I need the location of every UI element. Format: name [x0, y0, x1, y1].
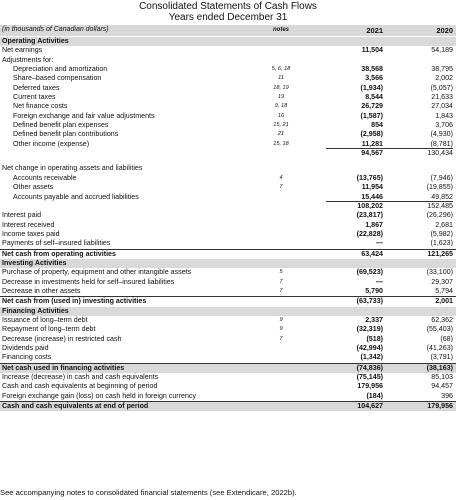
row-label: Decrease in other assets: [2, 286, 81, 295]
table-row: [0, 130, 456, 139]
units-label: (in thousands of Canadian dollars): [2, 26, 109, 33]
row-label: Net cash from operating activities: [2, 249, 116, 258]
table-row: [0, 112, 456, 121]
section-header-row: [0, 259, 456, 268]
row-label: Purchase of property, equipment and other intangible assets: [2, 268, 192, 277]
table-row: [0, 46, 456, 55]
value-2021: (2,958): [360, 130, 383, 139]
row-label: Net earnings: [2, 46, 43, 55]
table-row: [0, 84, 456, 93]
year-2021-header: 2021: [366, 26, 383, 35]
row-label: Payments of self–insured liabilities: [2, 239, 111, 248]
table-row: [0, 74, 456, 83]
value-2020: (19,855): [426, 183, 453, 192]
row-note: 7: [279, 184, 283, 191]
row-label: Interest received: [2, 220, 55, 229]
row-label: Decrease in investments held for self–insured liabilities: [2, 277, 175, 286]
row-note: 7: [279, 287, 283, 294]
row-label: Net cash from (used in) investing activities: [2, 297, 147, 306]
section-header-row: [0, 37, 456, 46]
section-header-row: [0, 307, 456, 316]
value-2020: 29,307: [431, 277, 453, 286]
value-2021: (23,817): [356, 211, 383, 220]
value-2021: 3,566: [365, 74, 383, 83]
value-2020: (4,930): [430, 130, 453, 139]
value-2021: 2,337: [365, 315, 383, 324]
value-2021: (518): [366, 334, 383, 343]
value-2021: (1,342): [360, 353, 383, 362]
table-row: [0, 121, 456, 130]
statement-title: [0, 0, 456, 23]
value-2021: 26,729: [361, 102, 383, 111]
value-2020: (1,623): [430, 239, 453, 248]
row-label: Net cash used in financing activities: [2, 363, 125, 372]
table-row: [0, 325, 456, 334]
table-row: [0, 392, 456, 401]
value-2020: (55,403): [426, 325, 453, 334]
row-note: 9, 18: [274, 103, 288, 110]
year-2020-header: 2020: [436, 26, 453, 35]
value-2020: 54,189: [431, 46, 453, 55]
statement-rows: [0, 37, 456, 411]
table-row: [0, 230, 456, 239]
row-note: 15, 21: [273, 122, 289, 129]
total-row: [0, 401, 456, 411]
table-row: [0, 140, 456, 149]
row-note: 9: [279, 326, 283, 333]
value-2021: 11,954: [361, 183, 383, 192]
value-2021: 1,867: [365, 220, 383, 229]
value-2021: (13,765): [356, 173, 383, 182]
table-row: [0, 278, 456, 287]
total-row: [0, 296, 456, 306]
value-2021: 854: [371, 121, 383, 130]
row-label: Financing costs: [2, 353, 52, 362]
value-2021: (74,836): [356, 363, 383, 372]
row-note: 11: [278, 75, 284, 82]
value-2020: (7,946): [430, 173, 453, 182]
row-label: Accounts payable and accrued liabilities: [13, 192, 139, 201]
value-2020: (5,982): [430, 229, 453, 238]
value-2021: 15,446: [361, 192, 383, 201]
value-2020: 2,001: [435, 297, 453, 306]
row-label: Cash and cash equivalents at beginning of period: [2, 382, 158, 391]
value-2020: 49,852: [431, 192, 453, 201]
value-2020: 1,843: [435, 111, 453, 120]
row-note: 15, 18: [273, 140, 289, 147]
row-label: Cash and cash equivalents at end of period: [2, 402, 149, 411]
value-2020: (38,163): [426, 363, 453, 372]
value-2020: 2,681: [435, 220, 453, 229]
row-label: Repayment of long–term debt: [2, 325, 96, 334]
value-2021: (63,733): [356, 297, 383, 306]
value-2020: 130,434: [427, 149, 453, 158]
value-2021: 94,567: [361, 149, 383, 158]
table-row: [0, 149, 456, 158]
row-note: 5: [279, 269, 283, 276]
row-label: Investing Activities: [2, 258, 67, 267]
total-row: [0, 363, 456, 373]
value-2021: (75,145): [356, 373, 383, 382]
row-label: Adjustments for:: [2, 55, 54, 64]
value-2020: (41,263): [426, 344, 453, 352]
value-2020: 2,002: [435, 74, 453, 83]
value-2021: 63,424: [361, 249, 383, 258]
value-2021: (1,587): [360, 111, 383, 120]
row-label: Operating Activities: [2, 37, 69, 45]
value-2020: 21,633: [431, 93, 453, 102]
value-2021: 5,790: [365, 286, 383, 295]
row-note: 16: [277, 112, 285, 119]
table-row: [0, 102, 456, 111]
row-label: Net change in operating assets and liabilities: [2, 164, 143, 173]
value-2020: 121,265: [427, 249, 453, 258]
title-line-2: Years ended December 31: [168, 12, 288, 23]
value-2021: 179,956: [357, 382, 383, 391]
footnote: See accompanying notes to consolidated financial statements (see Extendicare, 2022b).: [0, 488, 297, 497]
row-note: 7: [279, 278, 283, 285]
row-note: 7: [279, 335, 283, 342]
row-note: 4: [279, 174, 283, 181]
table-row: [0, 221, 456, 230]
value-2020: 62,362: [431, 315, 453, 324]
row-label: Net finance costs: [13, 102, 68, 111]
value-2020: 85,103: [431, 373, 453, 382]
value-2021: (184): [366, 391, 383, 400]
value-2021: (42,994): [356, 344, 383, 352]
value-2021: 104,627: [357, 402, 383, 411]
table-row: [0, 287, 456, 296]
value-2020: (33,100): [426, 268, 453, 277]
value-2020: (3,791): [430, 353, 453, 362]
table-row: [0, 193, 456, 202]
table-row: [0, 65, 456, 74]
table-header: [0, 25, 456, 36]
value-2020: 152,485: [427, 201, 453, 210]
table-row: [0, 239, 456, 248]
row-label: Accounts receivable: [13, 173, 77, 182]
value-2020: (68): [440, 334, 453, 343]
table-row: [0, 353, 456, 362]
notes-column-header: notes: [272, 27, 289, 33]
table-row: [0, 382, 456, 391]
row-note: 21: [277, 131, 285, 138]
row-label: Defined benefit plan contributions: [13, 130, 119, 139]
table-row: [0, 202, 456, 211]
value-2021: (32,319): [356, 325, 383, 334]
value-2020: 5,794: [435, 286, 453, 295]
row-label: Issuance of long–term debt: [2, 315, 88, 324]
value-2020: 38,795: [431, 65, 453, 74]
value-2021: 11,281: [361, 139, 383, 148]
row-label: Other income (expense): [13, 139, 90, 148]
table-row: [0, 164, 456, 173]
value-2021: (69,523): [356, 268, 383, 277]
row-label: Interest paid: [2, 211, 42, 220]
row-label: Financing Activities: [2, 306, 69, 315]
row-note: 19: [277, 94, 285, 101]
row-label: Decrease (increase) in restricted cash: [2, 334, 122, 343]
table-row: [0, 335, 456, 344]
value-2021: 8,544: [365, 93, 383, 102]
table-row: [0, 373, 456, 382]
value-2021: (1,934): [360, 83, 383, 92]
row-label: Foreign exchange and fair value adjustments: [13, 111, 155, 120]
value-2020: (26,296): [426, 211, 453, 220]
value-2021: 11,504: [361, 46, 383, 55]
value-2021: —: [375, 277, 383, 286]
table-row: [0, 316, 456, 325]
row-note: 18, 19: [273, 84, 289, 91]
value-2020: 27,034: [431, 102, 453, 111]
table-row: [0, 56, 456, 65]
table-row: [0, 211, 456, 220]
total-row: [0, 249, 456, 259]
row-label: Other assets: [13, 183, 54, 192]
value-2021: 108,202: [357, 201, 383, 210]
value-2021: —: [375, 239, 383, 248]
table-row: [0, 344, 456, 353]
row-label: Defined benefit plan expenses: [13, 121, 109, 130]
row-note: 9: [279, 316, 283, 323]
row-label: Current taxes: [13, 93, 56, 102]
value-2020: 396: [441, 391, 453, 400]
value-2020: 94,457: [431, 382, 453, 391]
row-label: Increase (decrease) in cash and cash equivalents: [2, 373, 159, 382]
value-2020: (8,781): [430, 139, 453, 148]
title-line-1: Consolidated Statements of Cash Flows: [139, 1, 317, 12]
row-label: Share–based compensation: [13, 74, 102, 83]
value-2020: 179,956: [427, 402, 453, 411]
table-row: [0, 268, 456, 277]
table-row: [0, 93, 456, 102]
table-row: [0, 183, 456, 192]
value-2021: 38,568: [361, 65, 383, 74]
value-2020: (5,057): [430, 83, 453, 92]
row-note: 5, 6, 18: [271, 66, 291, 73]
value-2021: (22,828): [356, 229, 383, 238]
table-row: [0, 174, 456, 183]
row-label: Deferred taxes: [13, 83, 60, 92]
value-2020: 3,706: [435, 121, 453, 130]
row-label: Foreign exchange gain (loss) on cash held in foreign currency: [2, 391, 197, 400]
row-label: Depreciation and amortization: [13, 65, 108, 74]
row-label: Dividends paid: [2, 344, 49, 352]
row-label: Income taxes paid: [2, 229, 60, 238]
